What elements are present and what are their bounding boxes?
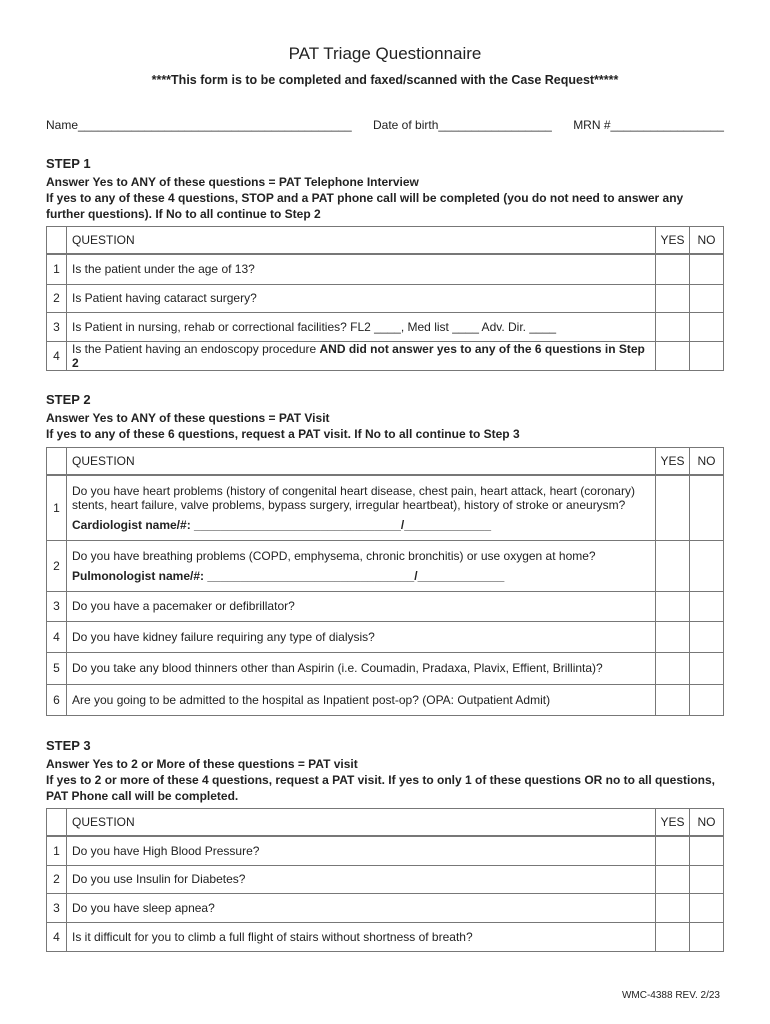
yes-checkbox-cell[interactable] xyxy=(656,540,690,591)
question-number: 2 xyxy=(47,540,67,591)
question-cell xyxy=(67,652,656,684)
question-text-bold: AND did not answer yes to any of the 6 questions in Step 2 xyxy=(72,341,645,370)
table-row xyxy=(47,540,724,591)
question-text: Do you have High Blood Pressure? xyxy=(72,843,260,858)
question-number: 3 xyxy=(47,591,67,621)
step3-title: STEP 3 xyxy=(46,738,91,753)
question-cell xyxy=(67,893,656,922)
no-checkbox-cell[interactable] xyxy=(690,652,724,684)
table-header xyxy=(47,809,724,837)
question-number: 5 xyxy=(47,652,67,684)
no-checkbox-cell[interactable] xyxy=(690,254,724,284)
table-row xyxy=(47,591,724,621)
step1-table xyxy=(46,226,724,371)
no-checkbox-cell[interactable] xyxy=(690,836,724,865)
step1-line2: If yes to any of these 4 questions, STOP and a PAT phone call will be completed (you do not need to answer any further questions). If No to all continue to Step 2 xyxy=(46,191,684,221)
question-text: Are you going to be admitted to the hospital as Inpatient post-op? (OPA: Outpatient Admit) xyxy=(72,692,551,707)
question-number: 4 xyxy=(47,341,67,370)
step3-instructions xyxy=(46,738,716,804)
question-cell xyxy=(67,591,656,621)
question-number: 1 xyxy=(47,836,67,865)
no-checkbox-cell[interactable] xyxy=(690,341,724,370)
question-header: QUESTION xyxy=(67,227,656,255)
form-title: PAT Triage Questionnaire xyxy=(288,44,482,63)
yes-header: YES xyxy=(656,809,690,837)
dob-field[interactable]: Date of birth_________________ xyxy=(373,118,552,132)
patient-fields xyxy=(46,118,724,132)
yes-checkbox-cell[interactable] xyxy=(656,652,690,684)
question-text: Do you have breathing problems (COPD, emphysema, chronic bronchitis) or use oxygen at home? xyxy=(72,548,596,563)
step1-title: STEP 1 xyxy=(46,156,91,171)
yes-checkbox-cell[interactable] xyxy=(656,254,690,284)
step1-line1: Answer Yes to ANY of these questions = PAT Telephone Interview xyxy=(46,175,419,189)
question-cell xyxy=(67,922,656,951)
no-checkbox-cell[interactable] xyxy=(690,893,724,922)
yes-header: YES xyxy=(656,227,690,255)
question-text: Is Patient in nursing, rehab or correctional facilities? FL2 ____, Med list ____ Adv. Dir. ____ xyxy=(72,319,557,334)
no-header: NO xyxy=(690,227,724,255)
yes-checkbox-cell[interactable] xyxy=(656,893,690,922)
name-field[interactable]: Name_________________________________________ xyxy=(46,118,352,132)
yes-header: YES xyxy=(656,448,690,476)
question-text: Do you have kidney failure requiring any type of dialysis? xyxy=(72,629,375,644)
question-cell xyxy=(67,284,656,312)
no-checkbox-cell[interactable] xyxy=(690,621,724,652)
question-cell xyxy=(67,865,656,893)
form-subtitle: ****This form is to be completed and faxed/scanned with the Case Request***** xyxy=(151,73,619,87)
no-checkbox-cell[interactable] xyxy=(690,684,724,715)
step3-line2: If yes to 2 or more of these 4 questions, request a PAT visit. If yes to only 1 of these questions OR no to all questions, PAT Phone call will be completed. xyxy=(46,773,716,803)
no-checkbox-cell[interactable] xyxy=(690,540,724,591)
no-header: NO xyxy=(690,809,724,837)
no-checkbox-cell[interactable] xyxy=(690,284,724,312)
step2-title: STEP 2 xyxy=(46,392,91,407)
question-cell xyxy=(67,684,656,715)
question-number: 4 xyxy=(47,922,67,951)
no-header: NO xyxy=(690,448,724,476)
question-text: Do you take any blood thinners other than Aspirin (i.e. Coumadin, Pradaxa, Plavix, Effient, Brillinta)? xyxy=(72,661,603,675)
no-checkbox-cell[interactable] xyxy=(690,475,724,540)
question-header: QUESTION xyxy=(67,809,656,837)
question-cell xyxy=(67,540,656,591)
specialist-field[interactable]: Pulmonologist name/#: _______________________________/_____________ xyxy=(72,568,505,583)
question-cell xyxy=(67,341,656,370)
question-text: Is Patient having cataract surgery? xyxy=(72,291,257,305)
question-text: Is the Patient having an endoscopy procedure xyxy=(72,341,320,356)
table-row xyxy=(47,893,724,922)
form-footer: WMC-4388 REV. 2/23 xyxy=(621,990,720,1001)
step2-table xyxy=(46,447,724,716)
step1-instructions xyxy=(46,156,706,222)
step2-line2: If yes to any of these 6 questions, request a PAT visit. If No to all continue to Step 3 xyxy=(46,427,520,441)
yes-checkbox-cell[interactable] xyxy=(656,621,690,652)
question-cell xyxy=(67,254,656,284)
yes-checkbox-cell[interactable] xyxy=(656,865,690,893)
table-row xyxy=(47,341,724,370)
step2-instructions xyxy=(46,392,724,442)
table-row xyxy=(47,652,724,684)
step3-table xyxy=(46,808,724,952)
no-checkbox-cell[interactable] xyxy=(690,865,724,893)
table-row xyxy=(47,621,724,652)
question-header: QUESTION xyxy=(67,448,656,476)
question-number: 2 xyxy=(47,865,67,893)
table-row xyxy=(47,475,724,540)
table-row xyxy=(47,312,724,341)
question-text: Do you have sleep apnea? xyxy=(72,900,215,915)
no-checkbox-cell[interactable] xyxy=(690,591,724,621)
table-row xyxy=(47,865,724,893)
question-number: 6 xyxy=(47,684,67,715)
yes-checkbox-cell[interactable] xyxy=(656,475,690,540)
question-number: 3 xyxy=(47,312,67,341)
question-number: 1 xyxy=(47,475,67,540)
yes-checkbox-cell[interactable] xyxy=(656,341,690,370)
table-row xyxy=(47,836,724,865)
yes-checkbox-cell[interactable] xyxy=(656,922,690,951)
no-checkbox-cell[interactable] xyxy=(690,312,724,341)
yes-checkbox-cell[interactable] xyxy=(656,312,690,341)
yes-checkbox-cell[interactable] xyxy=(656,684,690,715)
yes-checkbox-cell[interactable] xyxy=(656,284,690,312)
step2-line1: Answer Yes to ANY of these questions = PAT Visit xyxy=(46,411,330,425)
table-row xyxy=(47,684,724,715)
yes-checkbox-cell[interactable] xyxy=(656,836,690,865)
step3-line1: Answer Yes to 2 or More of these questions = PAT visit xyxy=(46,757,358,771)
question-number: 4 xyxy=(47,621,67,652)
question-number: 1 xyxy=(47,254,67,284)
question-text: Do you have a pacemaker or defibrillator? xyxy=(72,599,295,613)
question-cell xyxy=(67,312,656,341)
question-text: Is it difficult for you to climb a full flight of stairs without shortness of breath? xyxy=(72,929,473,944)
table-row xyxy=(47,922,724,951)
question-cell xyxy=(67,621,656,652)
table-row xyxy=(47,284,724,312)
table-row xyxy=(47,254,724,284)
table-header xyxy=(47,448,724,476)
question-cell xyxy=(67,475,656,540)
question-cell xyxy=(67,836,656,865)
table-header xyxy=(47,227,724,255)
question-text: Is the patient under the age of 13? xyxy=(72,262,255,277)
yes-checkbox-cell[interactable] xyxy=(656,591,690,621)
question-text: Do you use Insulin for Diabetes? xyxy=(72,872,246,886)
mrn-field[interactable]: MRN #_________________ xyxy=(573,118,724,132)
no-checkbox-cell[interactable] xyxy=(690,922,724,951)
specialist-field[interactable]: Cardiologist name/#: _______________________________/_____________ xyxy=(72,517,492,532)
question-number: 3 xyxy=(47,893,67,922)
question-text: Do you have heart problems (history of congenital heart disease, chest pain, heart attack, heart (coronary) stents, heart failure, valve problems, bypass surgery, irregular heartbeat), history of stroke or aneurysm? xyxy=(72,483,635,512)
question-number: 2 xyxy=(47,284,67,312)
